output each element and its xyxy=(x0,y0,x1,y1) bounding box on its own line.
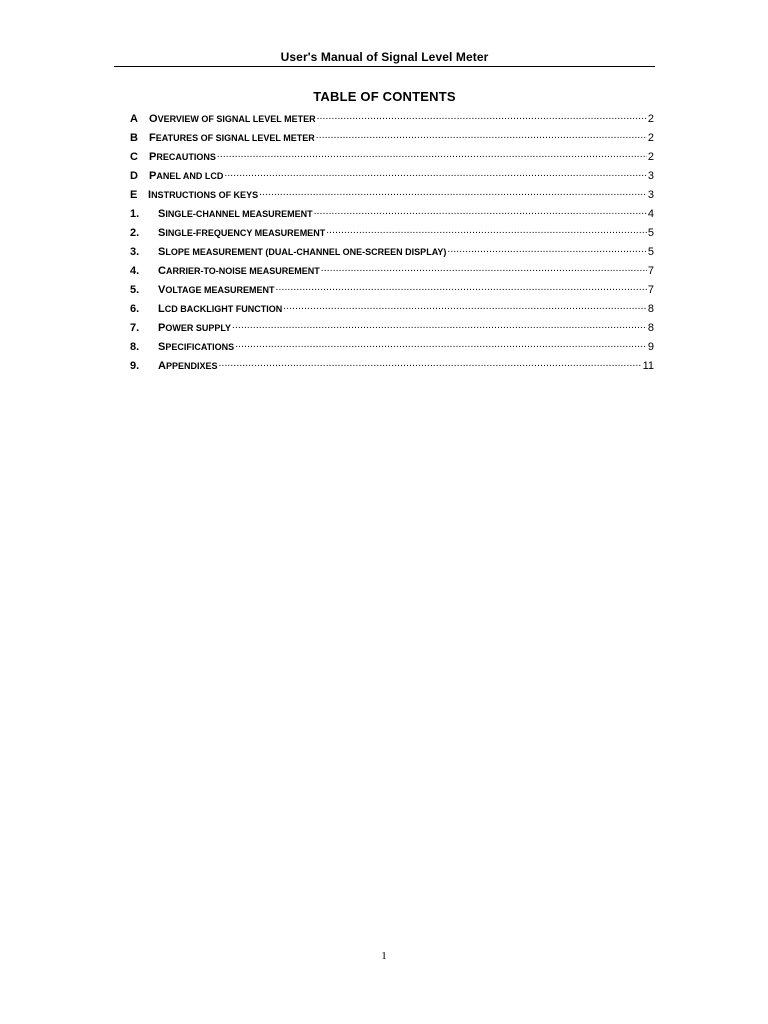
toc-entry-number: 2. xyxy=(130,227,140,239)
toc-entry-number: 4. xyxy=(130,265,140,277)
toc-entry-single-channel[interactable] xyxy=(130,204,654,223)
toc-entry-voltage[interactable] xyxy=(130,280,654,299)
toc-entry-number: 3. xyxy=(130,246,140,258)
toc-entry-single-frequency[interactable] xyxy=(130,223,654,242)
toc-dot-leader xyxy=(283,299,647,312)
toc-entry-title: SPECIFICATIONS xyxy=(158,341,235,353)
toc-entry-number: D xyxy=(130,170,138,182)
toc-entry-title: LCD BACKLIGHT FUNCTION xyxy=(158,303,283,315)
toc-dot-leader xyxy=(224,166,647,179)
toc-entry-page: 7 xyxy=(647,284,654,296)
toc-entry-precautions[interactable] xyxy=(130,147,654,166)
toc-entry-title: CARRIER-TO-NOISE MEASUREMENT xyxy=(158,265,320,277)
toc-dot-leader xyxy=(232,318,647,331)
toc-entry-number: 1. xyxy=(130,208,140,220)
toc-title: TABLE OF CONTENTS xyxy=(313,89,456,104)
toc-entry-title: OVERVIEW OF SIGNAL LEVEL METER xyxy=(149,113,316,125)
toc-entry-number: 7. xyxy=(130,322,140,334)
toc-entry-overview[interactable] xyxy=(130,109,654,128)
toc-entry-page: 11 xyxy=(642,360,654,372)
toc-dot-leader xyxy=(447,242,647,255)
toc-entry-power-supply[interactable] xyxy=(130,318,654,337)
toc-entry-page: 3 xyxy=(647,189,654,201)
header-rule xyxy=(114,66,655,67)
running-header: User's Manual of Signal Level Meter xyxy=(280,50,489,64)
toc-dot-leader xyxy=(235,337,647,350)
toc-entry-carrier-to-noise[interactable] xyxy=(130,261,654,280)
toc-entry-appendixes[interactable] xyxy=(130,356,654,375)
toc-entry-page: 9 xyxy=(647,341,654,353)
toc-entry-page: 5 xyxy=(647,246,654,258)
toc-entry-page: 2 xyxy=(647,113,654,125)
toc-dot-leader xyxy=(217,147,647,160)
toc-dot-leader xyxy=(316,128,647,141)
toc-entry-title: PANEL AND LCD xyxy=(149,170,224,182)
toc-entry-specifications[interactable] xyxy=(130,337,654,356)
toc-entry-page: 2 xyxy=(647,151,654,163)
toc-entry-number: B xyxy=(130,132,138,144)
toc-dot-leader xyxy=(314,204,647,217)
toc-entry-page: 5 xyxy=(647,227,654,239)
toc-dot-leader xyxy=(326,223,647,236)
toc-entry-lcd-backlight[interactable] xyxy=(130,299,654,318)
toc-entry-page: 3 xyxy=(647,170,654,182)
toc-entry-page: 4 xyxy=(647,208,654,220)
toc-entry-title: INSTRUCTIONS OF KEYS xyxy=(148,189,259,201)
toc-entry-page: 2 xyxy=(647,132,654,144)
toc-dot-leader xyxy=(218,356,641,369)
toc-dot-leader xyxy=(276,280,647,293)
toc-entry-title: APPENDIXES xyxy=(158,360,218,372)
toc-entry-title: POWER SUPPLY xyxy=(158,322,232,334)
toc-entry-number: C xyxy=(130,151,138,163)
toc-entry-page: 7 xyxy=(647,265,654,277)
toc-dot-leader xyxy=(259,185,647,198)
toc-entry-number: 5. xyxy=(130,284,140,296)
toc-dot-leader xyxy=(317,109,647,122)
toc-entry-number: 8. xyxy=(130,341,140,353)
toc-entry-number: A xyxy=(130,113,138,125)
toc-entry-slope[interactable] xyxy=(130,242,654,261)
toc-entry-title: FEATURES OF SIGNAL LEVEL METER xyxy=(149,132,315,144)
toc-entry-title: PRECAUTIONS xyxy=(149,151,216,163)
toc-entry-page: 8 xyxy=(647,303,654,315)
table-of-contents xyxy=(130,109,654,375)
toc-entry-title: VOLTAGE MEASUREMENT xyxy=(158,284,275,296)
toc-dot-leader xyxy=(321,261,647,274)
page-number: 1 xyxy=(381,950,387,962)
toc-entry-title: SINGLE-CHANNEL MEASUREMENT xyxy=(158,208,313,220)
toc-entry-page: 8 xyxy=(647,322,654,334)
toc-entry-features[interactable] xyxy=(130,128,654,147)
toc-entry-number: 6. xyxy=(130,303,140,315)
toc-entry-number: 9. xyxy=(130,360,140,372)
toc-entry-title: SLOPE MEASUREMENT (DUAL-CHANNEL ONE-SCREEN DISPLAY) xyxy=(158,246,447,258)
toc-entry-number: E xyxy=(130,189,138,201)
toc-entry-panel-lcd[interactable] xyxy=(130,166,654,185)
toc-entry-title: SINGLE-FREQUENCY MEASUREMENT xyxy=(158,227,326,239)
toc-entry-instructions-keys[interactable] xyxy=(130,185,654,204)
